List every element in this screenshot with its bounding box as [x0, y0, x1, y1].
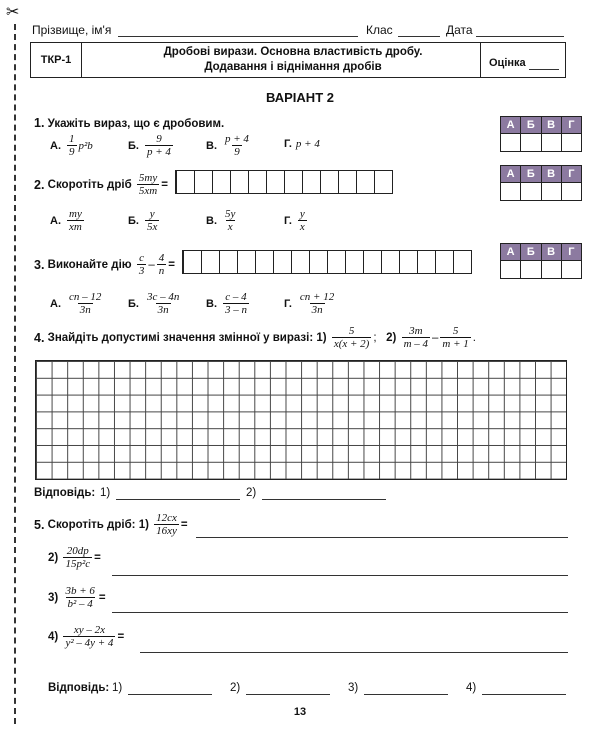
q2-option-c[interactable]: В. $\frac{5y}{x}$	[206, 208, 236, 233]
variant-title: ВАРІАНТ 2	[266, 90, 334, 105]
q3-option-b[interactable]: Б. $\frac{3c - 4n}{3n}$	[128, 291, 180, 316]
q3-option-a[interactable]: А. $\frac{cn - 12}{3n}$	[50, 291, 102, 316]
q3-option-d[interactable]: Г. $\frac{cn + 12}{3n}$	[284, 291, 335, 316]
q2-option-a[interactable]: А. $\frac{my}{xm}$	[50, 208, 82, 233]
q1-answer-grid[interactable]: А Б В Г	[500, 116, 582, 152]
scissors-icon: ✂	[6, 2, 20, 21]
q2-answer-grid[interactable]: А Б В Г	[500, 165, 582, 201]
grade-field[interactable]	[529, 69, 559, 70]
name-field[interactable]	[118, 36, 358, 37]
page-number: 13	[293, 706, 307, 718]
q5-item-4: 4) $\frac{xy - 2x}{\text{y² – 4y + 4}}$ =	[48, 624, 125, 649]
q3-option-c[interactable]: В. $\frac{c - 4}{3 - n}$	[206, 291, 247, 316]
q5-answer-3-label: 3)	[348, 682, 359, 694]
q4-answer-1-field[interactable]	[116, 499, 240, 500]
q1-option-b[interactable]: Б. $\frac{9}{p + 4}$	[128, 133, 171, 158]
q5-answer-3-field[interactable]	[364, 694, 448, 695]
q1-option-c[interactable]: В. $\frac{p + 4}{9}$	[206, 133, 249, 158]
test-title: Дробові вирази. Основна властивість дробу. Додавання і віднімання дробів	[163, 46, 423, 73]
q5-answer-label: Відповідь:	[48, 682, 110, 694]
grade-label: Оцінка	[489, 57, 526, 69]
cut-line	[14, 24, 16, 724]
q3-work-cells[interactable]	[182, 250, 472, 274]
q2-work-cells[interactable]	[175, 170, 393, 194]
q3-text: 3. Виконайте дію $\frac{c}{3}$ – $\frac{4}{n}$ =	[34, 252, 175, 277]
test-title-box	[30, 42, 566, 78]
q4-work-grid[interactable]	[35, 360, 567, 480]
q1-option-d[interactable]: Г. p + 4	[284, 138, 320, 150]
grade-box	[480, 43, 565, 77]
q5-item-1-field[interactable]	[196, 537, 568, 538]
q5-item-3: 3) $\frac{3b + 6}{\text{b² – 4}}$ =	[48, 585, 106, 610]
date-field[interactable]	[476, 36, 564, 37]
q5-item-3-field[interactable]	[112, 612, 568, 613]
class-label: Клас	[366, 23, 393, 37]
date-label: Дата	[446, 23, 473, 37]
class-field[interactable]	[398, 36, 440, 37]
q5-answer-2-field[interactable]	[246, 694, 330, 695]
q5-answer-2-label: 2)	[230, 682, 241, 694]
q5-text: 5. Скоротіть дріб: 1) $\frac{12cx}{16xy}$ =	[34, 512, 188, 537]
test-code: ТКР-1	[31, 43, 82, 77]
q4-answer-1-label: 1)	[100, 487, 111, 499]
q4-answer-2-field[interactable]	[262, 499, 386, 500]
q4-text: 4. Знайдіть допустимі значення змінної у виразі: 1) $\frac{5}{x(x + 2)}$ ; 2) $\frac{3m}{m - 4}$ – $\frac{5}{m + 1}$ .	[34, 325, 476, 350]
q5-answer-4-field[interactable]	[482, 694, 566, 695]
q1-text: 1. Укажіть вираз, що є дробовим.	[34, 116, 225, 130]
q5-answer-1-label: 1)	[112, 682, 123, 694]
q2-option-b[interactable]: Б. $\frac{y}{5x}$	[128, 208, 158, 233]
q4-answer-2-label: 2)	[246, 487, 257, 499]
q5-answer-4-label: 4)	[466, 682, 477, 694]
q5-item-2-field[interactable]	[112, 575, 568, 576]
q4-answer-label: Відповідь:	[34, 487, 96, 499]
name-label: Прізвище, ім'я	[32, 23, 112, 37]
q5-answer-1-field[interactable]	[128, 694, 212, 695]
q5-item-4-field[interactable]	[140, 652, 568, 653]
q1-option-a[interactable]: А. $\frac{1}{9}$ p²b	[50, 133, 93, 158]
q2-option-d[interactable]: Г. $\frac{y}{x}$	[284, 208, 305, 233]
q2-text: 2. Скоротіть дріб $\frac{5my}{5xm}$ =	[34, 172, 168, 197]
q3-answer-grid[interactable]: А Б В Г	[500, 243, 582, 279]
q5-item-2: 2) $\frac{20dp}{\text{15p²c}}$ =	[48, 545, 101, 570]
